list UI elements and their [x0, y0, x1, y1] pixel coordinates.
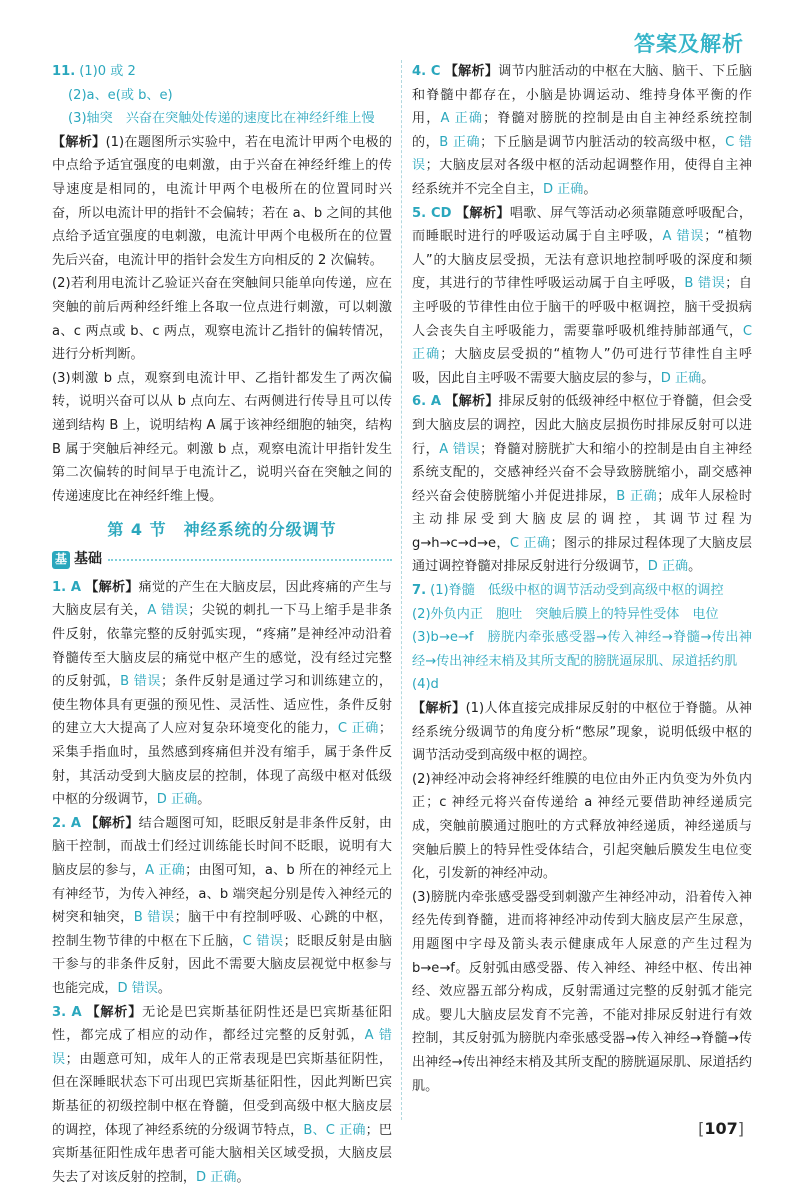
question-4	[412, 60, 752, 202]
analysis-text: ；图示的排尿过程体现了大脑皮层通过调控脊髓对排尿反射进行分级调节，	[412, 535, 753, 575]
verdict: D 正确	[660, 370, 702, 386]
verdict: A 错误	[52, 1028, 393, 1067]
analysis-text: 。	[197, 792, 211, 808]
verdict: D 正确	[542, 181, 584, 197]
analysis-text: 痛觉的产生在大脑皮层，因此疼痛的产生与大脑皮层有关，	[52, 579, 392, 619]
analysis-text: 。	[583, 181, 597, 197]
analysis-text: 无论是巴宾斯基征阴性还是巴宾斯基征阳性，都完成了相应的动作，都经过完整的反射弧，	[52, 1004, 393, 1044]
verdict: C 正确	[412, 323, 752, 363]
analysis-text: (3)刺激 b 点，观察到电流计甲、乙指针都发生了两次偏转，说明兴奋可以从 b 点向左、右两侧进行传导且可以传递到结构 B 上，说明结构 A 属于该神经细胞的轴突，结构 B 属于突触后神经元。刺激 b 点，观察电流计甲指针发生第二次偏转的时间早于电流计乙，说明兴奋在突触之间的传递速度比在神经纤维上慢。	[52, 370, 392, 504]
question-7	[412, 579, 752, 1098]
answer-line: (2)a、e(或 b、e)	[68, 87, 173, 103]
answer-line: (4)d	[412, 677, 439, 693]
verdict: A 正确	[145, 863, 186, 878]
verdict: C 正确	[509, 535, 551, 551]
analysis-text: (2)若利用电流计乙验证兴奋在突触间只能单向传递，应在突触的前后两种经纤维上各取一位点进行刺激，可以刺激 a、c 两点或 b、c 两点，观察电流计乙指针的偏转情况，进行分析判断。	[52, 276, 392, 363]
answer-line: (3)轴突 兴奋在突触处传递的速度比在神经纤维上慢	[68, 111, 375, 127]
analysis-text: ；大脑皮层对各级中枢的活动起调整作用，使得自主神经系统并不完全自主，	[412, 158, 753, 197]
analysis-label: 【解析】	[445, 394, 499, 410]
verdict: D 正确	[647, 559, 689, 575]
answer-line: (1)0 或 2	[79, 64, 136, 79]
analysis-label: 【解析】	[52, 134, 106, 150]
left-column	[52, 60, 392, 1189]
verdict: C 正确	[337, 721, 379, 737]
answer-line: (3)b→e→f 膀胱内牵张感受器→传入神经→脊髓→传出神经→传出神经末梢及其所支配的膀胱逼尿肌、尿道括约肌	[412, 630, 752, 669]
verdict: A 错误	[662, 229, 705, 245]
verdict: B 正确	[439, 134, 481, 150]
basic-label: 基础	[74, 551, 102, 568]
question-5	[412, 202, 752, 391]
verdict: B、C 正确	[303, 1122, 366, 1138]
question-number: 1. A	[52, 579, 82, 595]
analysis-text: ；条件反射是通过学习和训练建立的，使生物体具有更强的预见性、灵活性、适应性，条件反射的建立大大提高了人应对复杂环境变化的能力，	[52, 674, 393, 737]
column-divider	[401, 60, 402, 1120]
analysis-text: 。	[236, 1169, 250, 1185]
analysis-text: ；自主呼吸的节律性由位于脑干的呼吸中枢调控，脑干受损病人会丧失自主呼吸能力，需要靠呼吸机维持肺部通气，	[412, 276, 753, 339]
analysis-text: ；大脑皮层受损的“植物人”仍可进行节律性自主呼吸，因此自主呼吸不需要大脑皮层的参与，	[412, 347, 752, 386]
question-number: 5. CD	[412, 205, 452, 221]
analysis-text: 。	[688, 559, 702, 575]
analysis-text: ；“植物人”的大脑皮层受损，无法有意识地控制呼吸的深度和频度，其进行的节律性呼吸运动属于自主呼吸，	[412, 229, 752, 292]
analysis-text: ；巴宾斯基征阳性成年患者可能大脑相关区域受损，大脑皮层失去了对该反射的控制，	[52, 1122, 392, 1185]
verdict: B 错误	[684, 276, 726, 292]
verdict: D 正确	[196, 1169, 237, 1185]
analysis-text: 唱歌、屏气等活动必须靠随意呼吸配合，而睡眠时进行的呼吸运动属于自主呼吸，	[412, 205, 753, 245]
verdict: A 正确	[440, 111, 484, 127]
basic-icon: 基	[52, 551, 70, 569]
question-number: 7.	[412, 583, 427, 599]
page-number-value: 107	[704, 1119, 738, 1138]
verdict: B 错误	[120, 674, 162, 690]
analysis-label: 【解析】	[444, 64, 499, 79]
analysis-text: (3)膀胱内牵张感受器受到刺激产生神经冲动，沿着传入神经先传到脊髓，进而将神经冲动传到大脑皮层产生尿意，用题图中字母及箭头表示健康成年人尿意的产生过程为 b→e→f。反射弧由感受器、传入神经、神经中枢、传出神经、效应器五部分构成，反射需通过完整的反射弧才能完成。婴儿大脑皮层发育不完善，不能对排尿反射进行有效控制，其反射弧为膀胱内牵张感受器→传入神经→脊髓→传出神经→传出神经末梢及其所支配的膀胱逼尿肌、尿道括约肌。	[412, 889, 752, 1094]
analysis-text: 调节内脏活动的中枢在大脑、脑干、下丘脑和脊髓中都存在，小脑是协调运动、维持身体平衡的作用，	[412, 64, 752, 127]
analysis-text: (1)在题图所示实验中，若在电流计甲两个电极的中点给予适宜强度的电刺激，由于兴奋在神经纤维上的传导速度是相同的，电流计甲两个电极所在的位置同时兴奋，所以电流计甲的指针不会偏转；若在 a、b 之间的其他点给予适宜强度的电刺激，电流计甲两个电极所在的位置先后兴奋，电流计甲的指针会发生方向相反的 2 次偏转。	[52, 134, 393, 268]
question-number: 4. C	[412, 64, 441, 79]
analysis-text: (2)神经冲动会将神经纤维膜的电位由外正内负变为外负内正；c 神经元将兴奋传递给 a 神经元要借助神经递质完成，突触前膜通过胞吐的方式释放神经递质，神经递质与突触后膜上的特异性受体结合，引起突触后膜发生电位变化，引发新的神经冲动。	[412, 771, 752, 882]
verdict: B 正确	[616, 488, 658, 504]
analysis-text: ；脑干中有控制呼吸、心跳的中枢，控制生物节律的中枢在下丘脑，	[52, 910, 393, 949]
question-1	[52, 576, 392, 812]
question-2	[52, 812, 392, 1001]
verdict: A 错误	[147, 603, 189, 619]
question-number: 2. A	[52, 815, 82, 831]
right-column	[412, 60, 752, 1098]
analysis-text: ；尖锐的刺扎一下马上缩手是非条件反射，依靠完整的反射弧实现，“疼痛”是神经冲动沿着脊髓传至大脑皮层的痛觉中枢产生的感觉，没有经过完整的反射弧，	[52, 603, 393, 690]
question-number: 6. A	[412, 394, 442, 410]
verdict: D 错误	[117, 980, 158, 996]
analysis-text: ；由题意可知，成年人的正常表现是巴宾斯基征阴性，但在深睡眠状态下可出现巴宾斯基征阳性，因此判断巴宾斯基征的初级控制中枢在脊髓，但受到高级中枢大脑皮层的调控，体现了神经系统的分级调节特点，	[52, 1051, 393, 1138]
question-6	[412, 390, 752, 579]
analysis-text: 。	[157, 980, 171, 996]
analysis-text: ；采集手指血时，虽然感到疼痛但并没有缩手，属于条件反射，其活动受到大脑皮层的控制，体现了高级中枢对低级中枢的分级调节，	[52, 721, 393, 808]
answer-line: (2)外负内正 胞吐 突触后膜上的特异性受体 电位	[412, 606, 719, 622]
answer-line: (1)脊髓 低级中枢的调节活动受到高级中枢的调控	[430, 583, 724, 599]
verdict: B 错误	[133, 910, 175, 926]
question-3	[52, 1001, 392, 1189]
analysis-label: 【解析】	[85, 1004, 143, 1020]
basic-section-header	[52, 548, 392, 572]
analysis-text: ；下丘脑是调节内脏活动的较高级中枢，	[480, 134, 726, 150]
analysis-label: 【解析】	[412, 701, 466, 717]
analysis-text: 排尿反射的低级神经中枢位于脊髓，但会受到大脑皮层的调控，因此大脑皮层损伤时排尿反射可以进行，	[412, 394, 752, 457]
analysis-text: ；脊髓对膀胱扩大和缩小的控制是由自主神经系统支配的，交感神经兴奋不会导致膀胱缩小，副交感神经兴奋会使膀胱缩小并促进排尿，	[412, 441, 753, 504]
analysis-text: ；脊髓对膀胱的控制是由自主神经系统控制的，	[412, 111, 753, 150]
verdict: C 错误	[242, 933, 284, 949]
dotted-divider	[108, 559, 392, 561]
verdict: D 正确	[156, 792, 198, 808]
analysis-text: 。	[701, 370, 715, 386]
analysis-text: ；由图可知，a、b 所在的神经元上有神经节，为传入神经，a、b 端突起分别是传入神经元的树突和轴突，	[52, 863, 393, 926]
analysis-label: 【解析】	[85, 815, 139, 831]
analysis-label: 【解析】	[85, 579, 139, 595]
page-number: [107]	[698, 1119, 744, 1138]
analysis-label: 【解析】	[455, 205, 510, 221]
header-title: 答案及解析	[634, 32, 744, 56]
analysis-text: 结合题图可知，眨眼反射是非条件反射，由脑干控制，而战士们经过训练能长时间不眨眼，说明有大脑皮层的参与，	[52, 815, 392, 878]
verdict: C 错误	[412, 134, 752, 174]
analysis-text: (1)人体直接完成排尿反射的中枢位于脊髓。从神经系统分级调节的角度分析“憋尿”现象，说明低级中枢的调节活动受到高级中枢的调控。	[412, 701, 753, 764]
question-11	[52, 60, 392, 508]
question-number: 3. A	[52, 1004, 82, 1020]
question-number: 11.	[52, 64, 76, 79]
verdict: A 错误	[439, 441, 481, 457]
analysis-text: ；眨眼反射是由脑干参与的非条件反射，因此不需要大脑皮层视觉中枢参与也能完成，	[52, 933, 393, 996]
analysis-text: ；成年人尿检时主动排尿受到大脑皮层的调控，其调节过程为 g→h→c→d→e，	[412, 488, 753, 551]
section-title: 第 4 节 神经系统的分级调节	[107, 520, 337, 540]
